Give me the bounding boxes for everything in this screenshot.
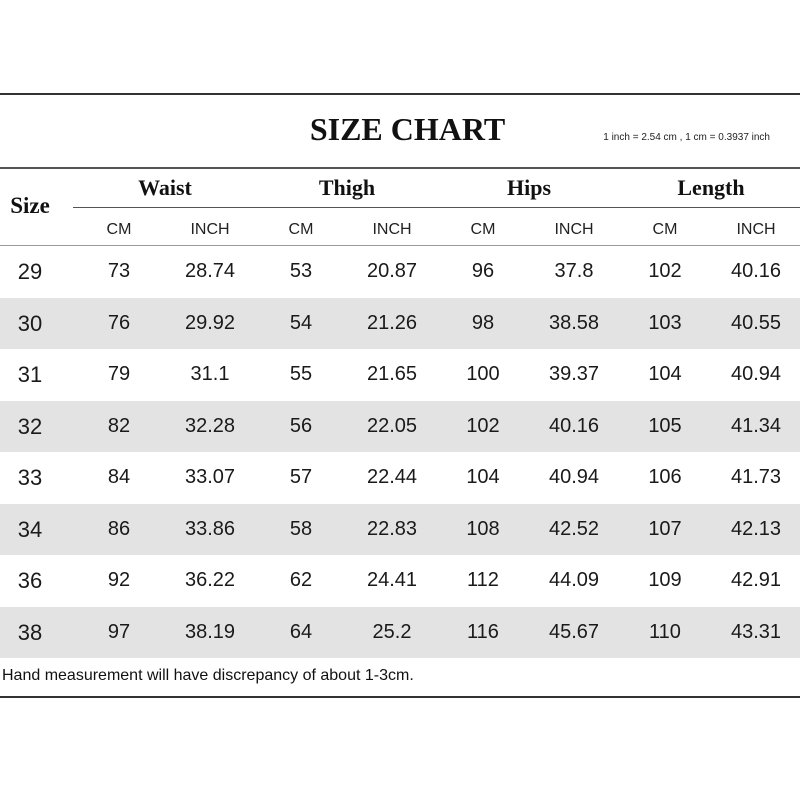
table-row <box>0 401 800 453</box>
size-cell: 36 <box>17 568 43 593</box>
value-cell-thigh-cm: 55 <box>289 363 313 385</box>
group-header-divider <box>73 207 800 208</box>
unit-header-length-inch: INCH <box>736 221 776 238</box>
value-cell-waist-cm: 79 <box>107 363 131 385</box>
size-column-header: Size <box>10 193 50 218</box>
value-cell-length-inch: 41.34 <box>730 414 782 437</box>
value-cell-hips-cm: 102 <box>466 414 500 437</box>
value-cell-length-cm: 109 <box>648 569 682 591</box>
size-cell: 38 <box>17 619 43 645</box>
value-cell-length-inch: 40.16 <box>730 260 782 282</box>
value-cell-hips-inch: 45.67 <box>548 620 600 643</box>
unit-header-thigh-inch: INCH <box>372 221 412 238</box>
value-cell-thigh-cm: 56 <box>289 414 313 437</box>
value-cell-thigh-cm: 62 <box>289 569 313 591</box>
unit-header-waist-cm: CM <box>106 221 132 238</box>
value-cell-thigh-inch: 21.26 <box>366 311 418 334</box>
value-cell-hips-inch: 38.58 <box>548 311 600 334</box>
unit-header-hips-cm: CM <box>470 221 496 238</box>
value-cell-waist-cm: 76 <box>107 311 131 334</box>
value-cell-thigh-cm: 64 <box>289 620 313 643</box>
size-cell: 32 <box>17 413 43 439</box>
value-cell-thigh-cm: 54 <box>289 311 313 334</box>
value-cell-hips-cm: 100 <box>466 363 500 385</box>
table-row <box>0 504 800 556</box>
value-cell-hips-cm: 108 <box>466 517 500 540</box>
value-cell-waist-cm: 86 <box>107 517 131 540</box>
value-cell-hips-inch: 40.16 <box>548 414 600 437</box>
value-cell-waist-inch: 33.07 <box>184 466 236 488</box>
value-cell-waist-inch: 38.19 <box>184 620 236 643</box>
value-cell-thigh-cm: 53 <box>289 260 313 282</box>
value-cell-waist-inch: 33.86 <box>184 517 236 540</box>
group-header-waist: Waist <box>138 175 192 200</box>
table-row <box>0 349 800 401</box>
value-cell-length-inch: 43.31 <box>730 620 782 643</box>
value-cell-waist-inch: 31.1 <box>190 363 230 385</box>
conversion-note: 1 inch = 2.54 cm , 1 cm = 0.3937 inch <box>603 132 770 143</box>
value-cell-thigh-inch: 21.65 <box>366 363 418 385</box>
group-header-hips: Hips <box>506 175 552 200</box>
value-cell-hips-cm: 116 <box>467 620 499 643</box>
value-cell-waist-inch: 32.28 <box>184 414 236 437</box>
value-cell-length-cm: 110 <box>649 620 681 643</box>
value-cell-hips-inch: 39.37 <box>548 363 600 385</box>
value-cell-thigh-inch: 22.44 <box>366 466 418 488</box>
value-cell-hips-cm: 112 <box>467 569 499 591</box>
unit-header-hips-inch: INCH <box>554 221 594 238</box>
value-cell-length-inch: 42.91 <box>730 569 782 591</box>
table-row <box>0 298 800 350</box>
table-row <box>0 607 800 659</box>
value-cell-waist-cm: 84 <box>107 466 131 488</box>
value-cell-length-cm: 107 <box>648 517 682 540</box>
value-cell-length-cm: 106 <box>648 466 682 488</box>
size-cell: 29 <box>17 259 43 284</box>
unit-header-length-cm: CM <box>652 221 678 238</box>
value-cell-thigh-inch: 22.83 <box>366 517 418 540</box>
group-header-thigh: Thigh <box>318 175 376 200</box>
value-cell-waist-cm: 97 <box>107 620 131 643</box>
footnote: Hand measurement will have discrepancy of about 1-3cm. <box>2 667 414 684</box>
table-row <box>0 555 800 607</box>
title-row <box>0 95 800 167</box>
value-cell-length-inch: 42.13 <box>730 517 782 540</box>
value-cell-waist-cm: 82 <box>107 414 131 437</box>
size-cell: 34 <box>17 516 43 542</box>
value-cell-length-inch: 40.94 <box>730 363 782 385</box>
table-row <box>0 246 800 298</box>
value-cell-hips-inch: 44.09 <box>548 569 600 591</box>
value-cell-length-cm: 103 <box>648 311 682 334</box>
value-cell-waist-inch: 29.92 <box>184 311 236 334</box>
value-cell-waist-cm: 73 <box>107 260 131 282</box>
value-cell-length-inch: 40.55 <box>730 311 782 334</box>
value-cell-hips-inch: 42.52 <box>548 517 600 540</box>
value-cell-length-cm: 102 <box>648 260 682 282</box>
value-cell-thigh-inch: 20.87 <box>366 260 418 282</box>
value-cell-length-inch: 41.73 <box>730 466 782 488</box>
group-header-length: Length <box>677 175 745 200</box>
value-cell-waist-inch: 28.74 <box>184 260 236 282</box>
value-cell-thigh-inch: 25.2 <box>372 620 412 643</box>
value-cell-thigh-cm: 57 <box>289 466 313 488</box>
value-cell-length-cm: 105 <box>648 414 682 437</box>
value-cell-hips-inch: 40.94 <box>548 466 600 488</box>
value-cell-thigh-inch: 22.05 <box>366 414 418 437</box>
value-cell-hips-cm: 104 <box>466 466 500 488</box>
value-cell-waist-cm: 92 <box>107 569 131 591</box>
value-cell-hips-inch: 37.8 <box>554 260 594 282</box>
value-cell-hips-cm: 96 <box>471 260 495 282</box>
value-cell-length-cm: 104 <box>648 363 682 385</box>
value-cell-thigh-cm: 58 <box>289 517 313 540</box>
table-row <box>0 452 800 504</box>
unit-header-waist-inch: INCH <box>190 221 230 238</box>
value-cell-hips-cm: 98 <box>471 311 495 334</box>
value-cell-thigh-inch: 24.41 <box>366 569 418 591</box>
size-cell: 30 <box>17 310 43 336</box>
chart-title: SIZE CHART <box>309 111 506 147</box>
unit-header-thigh-cm: CM <box>288 221 314 238</box>
value-cell-waist-inch: 36.22 <box>184 569 236 591</box>
size-cell: 31 <box>17 362 43 387</box>
size-cell: 33 <box>17 465 43 490</box>
